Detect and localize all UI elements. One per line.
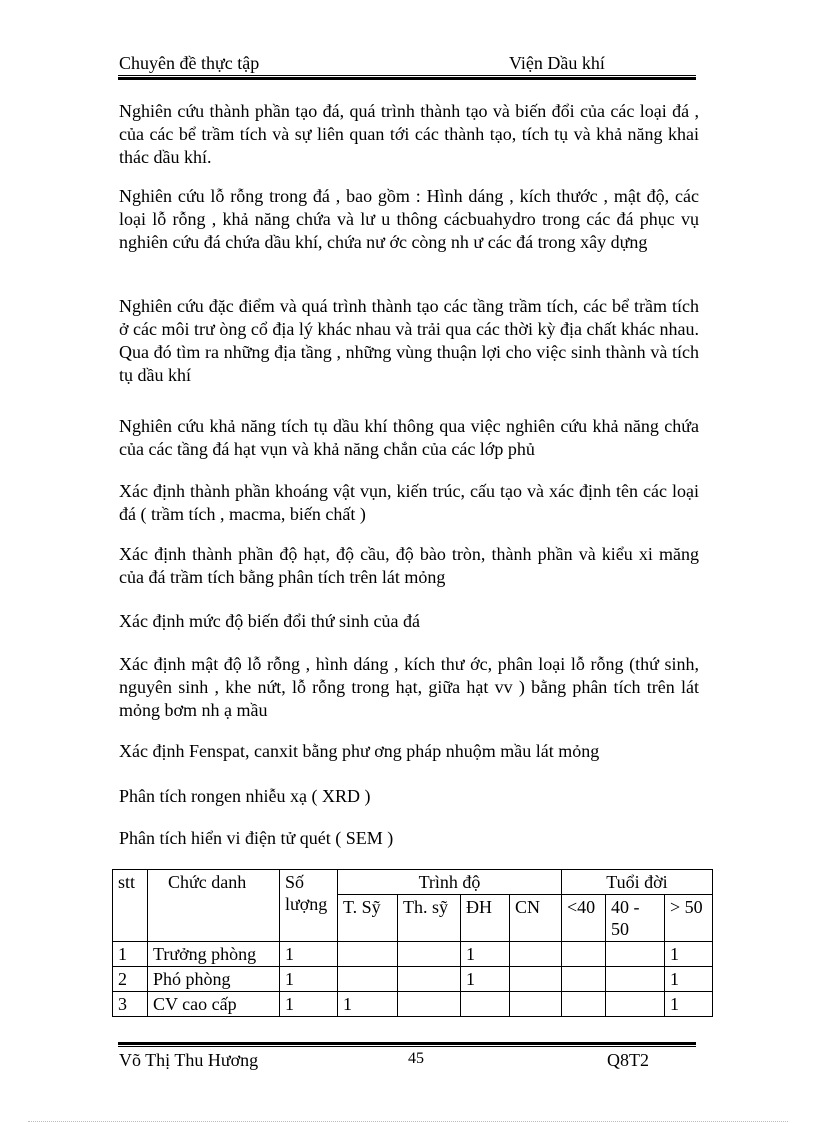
paragraph-9: Xác định Fenspat, canxit bằng phư ơng pháp nhuộm mầu lát mỏng [119,741,600,761]
paragraph-6: Xác định thành phần độ hạt, độ cầu, độ bào tròn, thành phần và kiểu xi măng của đá trầm tích bằng phân tích trên lát mỏng [119,544,699,587]
paragraph-11: Phân tích hiển vi điện tử quét ( SEM ) [119,828,394,848]
table-cell: 1 [461,942,510,967]
table-cell: Trưởng phòng [148,942,280,967]
table-cell: 1 [113,942,148,967]
footer-author: Võ Thị Thu Hương [119,1050,259,1070]
table-cell [562,967,606,992]
header-title: Chuyên đề thực tập [119,53,260,73]
table-cell [606,992,665,1017]
table-cell [398,992,461,1017]
paragraph-5: Xác định thành phần khoáng vật vụn, kiến trúc, cấu tạo và xác định tên các loại đá ( trầm tích , macma, biến chất ) [119,481,699,524]
col-header-tien-sy: T. Sỹ [338,895,398,942]
paragraph-7: Xác định mức độ biến đổi thứ sinh của đá [119,611,420,631]
table-cell: 1 [338,992,398,1017]
table-cell [398,942,461,967]
table-cell: 1 [461,967,510,992]
table-cell: 1 [665,967,713,992]
staff-table [112,869,713,1017]
table-cell: 1 [280,967,338,992]
paragraph-1: Nghiên cứu thành phần tạo đá, quá trình thành tạo và biến đổi của các loại đá , của các bể trầm tích và sự liên quan tới các thành tạo, tích tụ và khả năng khai thác dầu khí. [119,101,699,167]
table-cell: CV cao cấp [148,992,280,1017]
col-header-stt: stt [113,870,148,942]
table-row [113,942,713,967]
col-header-cu-nhan: CN [510,895,562,942]
col-header-dai-hoc: ĐH [461,895,510,942]
table-cell: 1 [280,942,338,967]
table-cell [562,942,606,967]
col-header-chuc-danh: Chức danh [148,870,280,942]
paragraph-4: Nghiên cứu khả năng tích tụ dầu khí thông qua việc nghiên cứu khả năng chứa của các tầng đá hạt vụn và khả năng chắn của các lớp phủ [119,416,699,459]
page-footer [119,1050,699,1074]
footer-code: Q8T2 [607,1050,649,1070]
header-rule-thick [118,77,696,80]
col-header-over-50: > 50 [665,895,713,942]
table-row [113,967,713,992]
footer-rule-thin [118,1046,696,1047]
col-header-under-40: <40 [562,895,606,942]
table-cell [461,992,510,1017]
paragraph-8: Xác định mật độ lỗ rỗng , hình dáng , kích thư ớc, phân loại lỗ rỗng (thứ sinh, nguyên sinh , khe nứt, lỗ rỗng trong hạt, giữa hạt vv ) bằng phân tích trên lát mỏng bơm nh ạ mầu [119,654,699,720]
col-header-so-luong: Số lượng [280,870,338,942]
table-cell: Phó phòng [148,967,280,992]
col-header-thac-sy: Th. sỹ [398,895,461,942]
table-row [113,992,713,1017]
table-cell: 2 [113,967,148,992]
page-number: 45 [408,1050,424,1067]
paragraph-2: Nghiên cứu lỗ rỗng trong đá , bao gồm : Hình dáng , kích thước , mật độ, các loại lỗ rỗng , khả năng chứa và lư u thông cácbuahydro trong các đá phục vụ nghiên cứu đá chứa dầu khí, chứa nư ớc còng nh ư các đá trong xây dựng [119,186,699,252]
page-edge-divider [28,1121,788,1122]
table-cell: 1 [665,992,713,1017]
table-cell: 1 [665,942,713,967]
table-cell [606,942,665,967]
footer-rule-thick [118,1042,696,1045]
table-cell [338,942,398,967]
table-cell [338,967,398,992]
table-cell: 1 [280,992,338,1017]
header-rule-thin [118,75,696,76]
table-cell: 3 [113,992,148,1017]
table-cell [606,967,665,992]
table-cell [510,967,562,992]
paragraph-3: Nghiên cứu đặc điểm và quá trình thành tạo các tầng trầm tích, các bể trầm tích ở các môi trư òng cổ địa lý khác nhau và trải qua các thời kỳ địa chất khác nhau. Qua đó tìm ra những địa tầng , những vùng thuận lợi cho việc sinh thành và tích tụ dầu khí [119,296,699,385]
col-header-40-50: 40 - 50 [606,895,665,942]
paragraph-10: Phân tích rongen nhiễu xạ ( XRD ) [119,786,371,806]
table-cell [398,967,461,992]
table-cell [562,992,606,1017]
page-header [119,53,697,77]
table-cell [510,942,562,967]
header-institute: Viện Dầu khí [509,53,605,73]
col-header-tuoi-doi: Tuổi đời [562,870,713,895]
table-cell [510,992,562,1017]
table-header-row [113,870,713,895]
col-header-trinh-do: Trình độ [338,870,562,895]
